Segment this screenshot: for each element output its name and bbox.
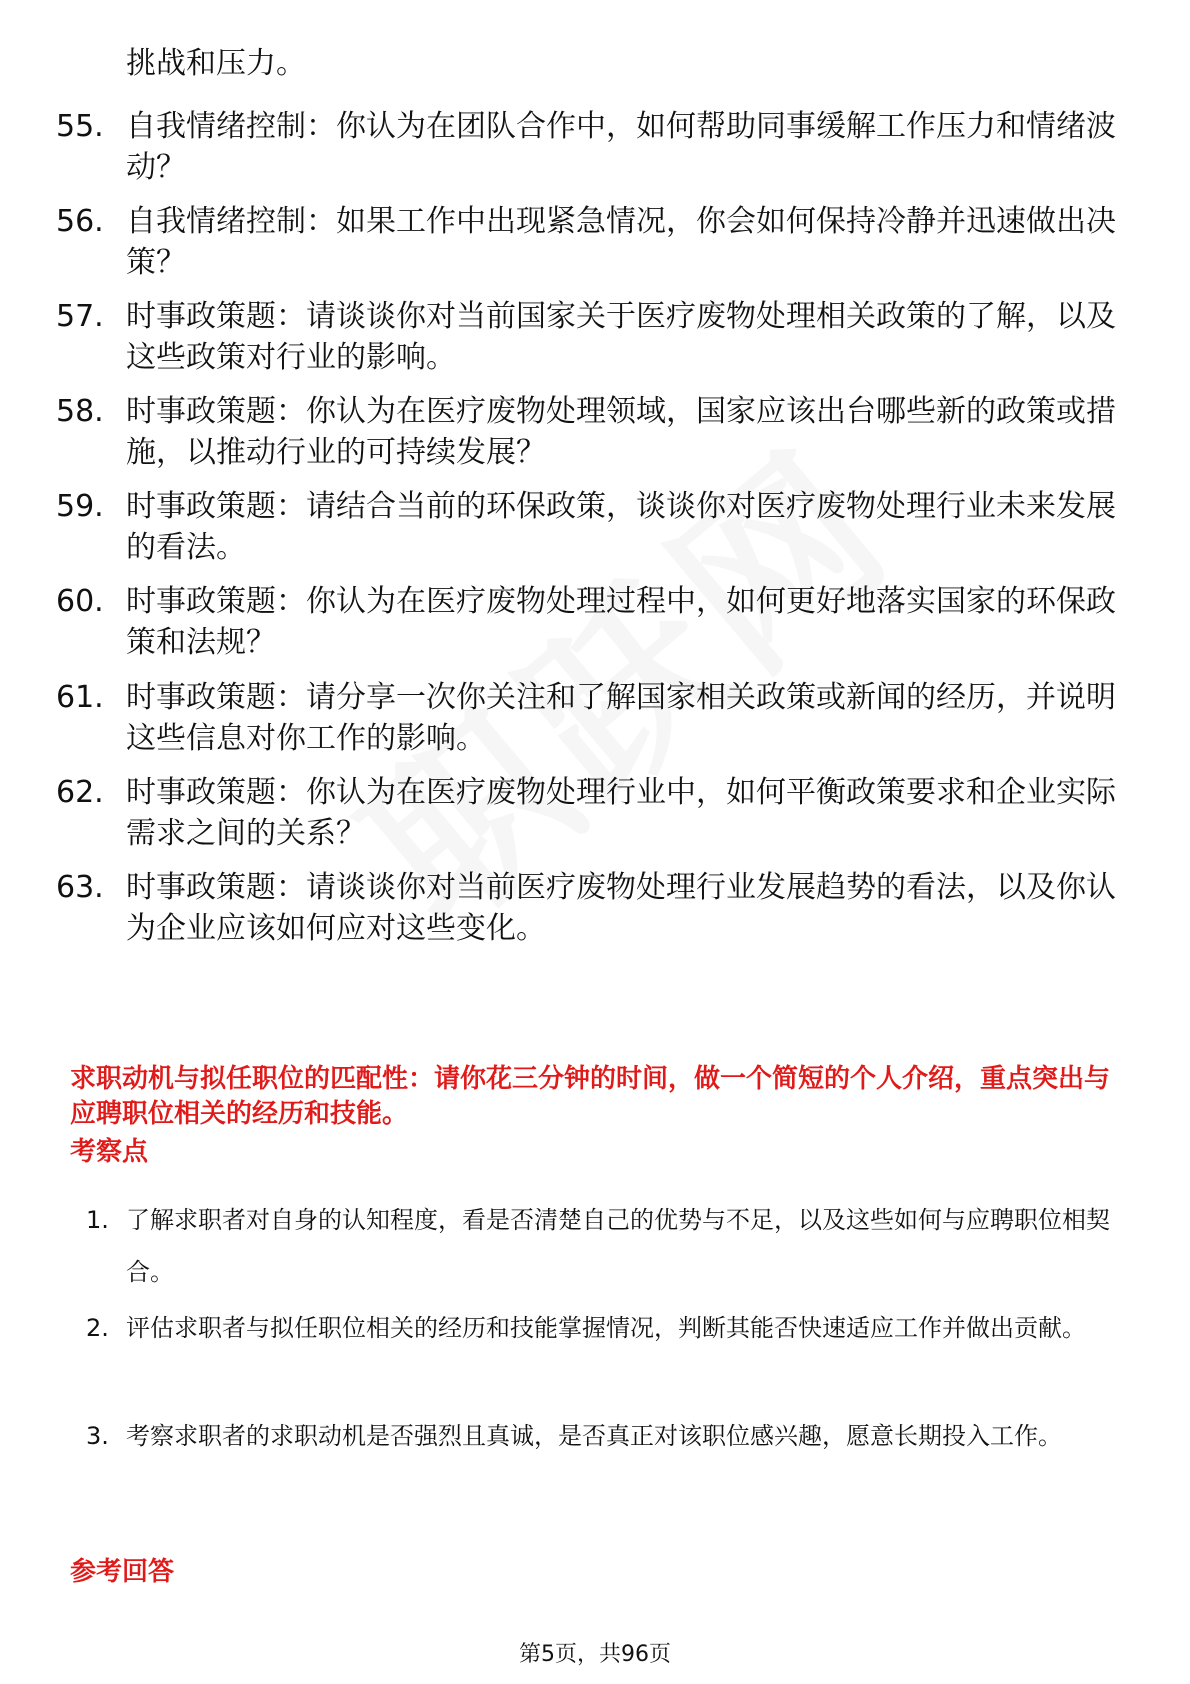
question-number: 56.	[56, 204, 104, 239]
question-number: 57.	[56, 299, 104, 334]
point-text: 考察求职者的求职动机是否强烈且真诚，是否真正对该职位感兴趣，愿意长期投入工作。	[126, 1422, 1062, 1450]
question-number: 58.	[56, 394, 104, 429]
question-text: 时事政策题：请谈谈你对当前医疗废物处理行业发展趋势的看法，以及你认为企业应该如何应对这些变化。	[126, 870, 1116, 946]
point-text: 评估求职者与拟任职位相关的经历和技能掌握情况，判断其能否快速适应工作并做出贡献。	[126, 1314, 1086, 1342]
section-heading-points: 考察点	[70, 1137, 149, 1167]
question-text: 自我情绪控制：你认为在团队合作中，如何帮助同事缓解工作压力和情绪波动？	[126, 109, 1116, 185]
question-text: 时事政策题：你认为在医疗废物处理过程中，如何更好地落实国家的环保政策和法规？	[126, 584, 1116, 660]
section-heading-answer: 参考回答	[70, 1557, 175, 1587]
question-number: 63.	[56, 870, 104, 905]
question-text: 时事政策题：你认为在医疗废物处理领域，国家应该出台哪些新的政策或措施，以推动行业的可持续发展？	[126, 394, 1116, 470]
question-number: 59.	[56, 489, 104, 524]
point-number: 1.	[86, 1206, 109, 1234]
question-number: 55.	[56, 109, 104, 144]
question-text: 自我情绪控制：如果工作中出现紧急情况，你会如何保持冷静并迅速做出决策？	[126, 204, 1116, 280]
question-text: 时事政策题：请分享一次你关注和了解国家相关政策或新闻的经历，并说明这些信息对你工作的影响。	[126, 680, 1116, 756]
continuation-text: 挑战和压力。	[126, 46, 306, 81]
point-number: 3.	[86, 1422, 109, 1450]
point-number: 2.	[86, 1314, 109, 1342]
page-footer: 第5页，共96页	[519, 1642, 671, 1667]
question-text: 时事政策题：你认为在医疗废物处理行业中，如何平衡政策要求和企业实际需求之间的关系？	[126, 775, 1116, 851]
question-text: 时事政策题：请谈谈你对当前国家关于医疗废物处理相关政策的了解，以及这些政策对行业的影响。	[126, 299, 1116, 375]
question-text: 时事政策题：请结合当前的环保政策，谈谈你对医疗废物处理行业未来发展的看法。	[126, 489, 1116, 565]
question-number: 60.	[56, 584, 104, 619]
question-number: 61.	[56, 680, 104, 715]
question-number: 62.	[56, 775, 104, 810]
point-text: 了解求职者对自身的认知程度，看是否清楚自己的优势与不足，以及这些如何与应聘职位相契合。	[126, 1206, 1110, 1286]
motive-question: 求职动机与拟任职位的匹配性：请你花三分钟的时间，做一个简短的个人介绍，重点突出与应聘职位相关的经历和技能。	[70, 1064, 1111, 1129]
